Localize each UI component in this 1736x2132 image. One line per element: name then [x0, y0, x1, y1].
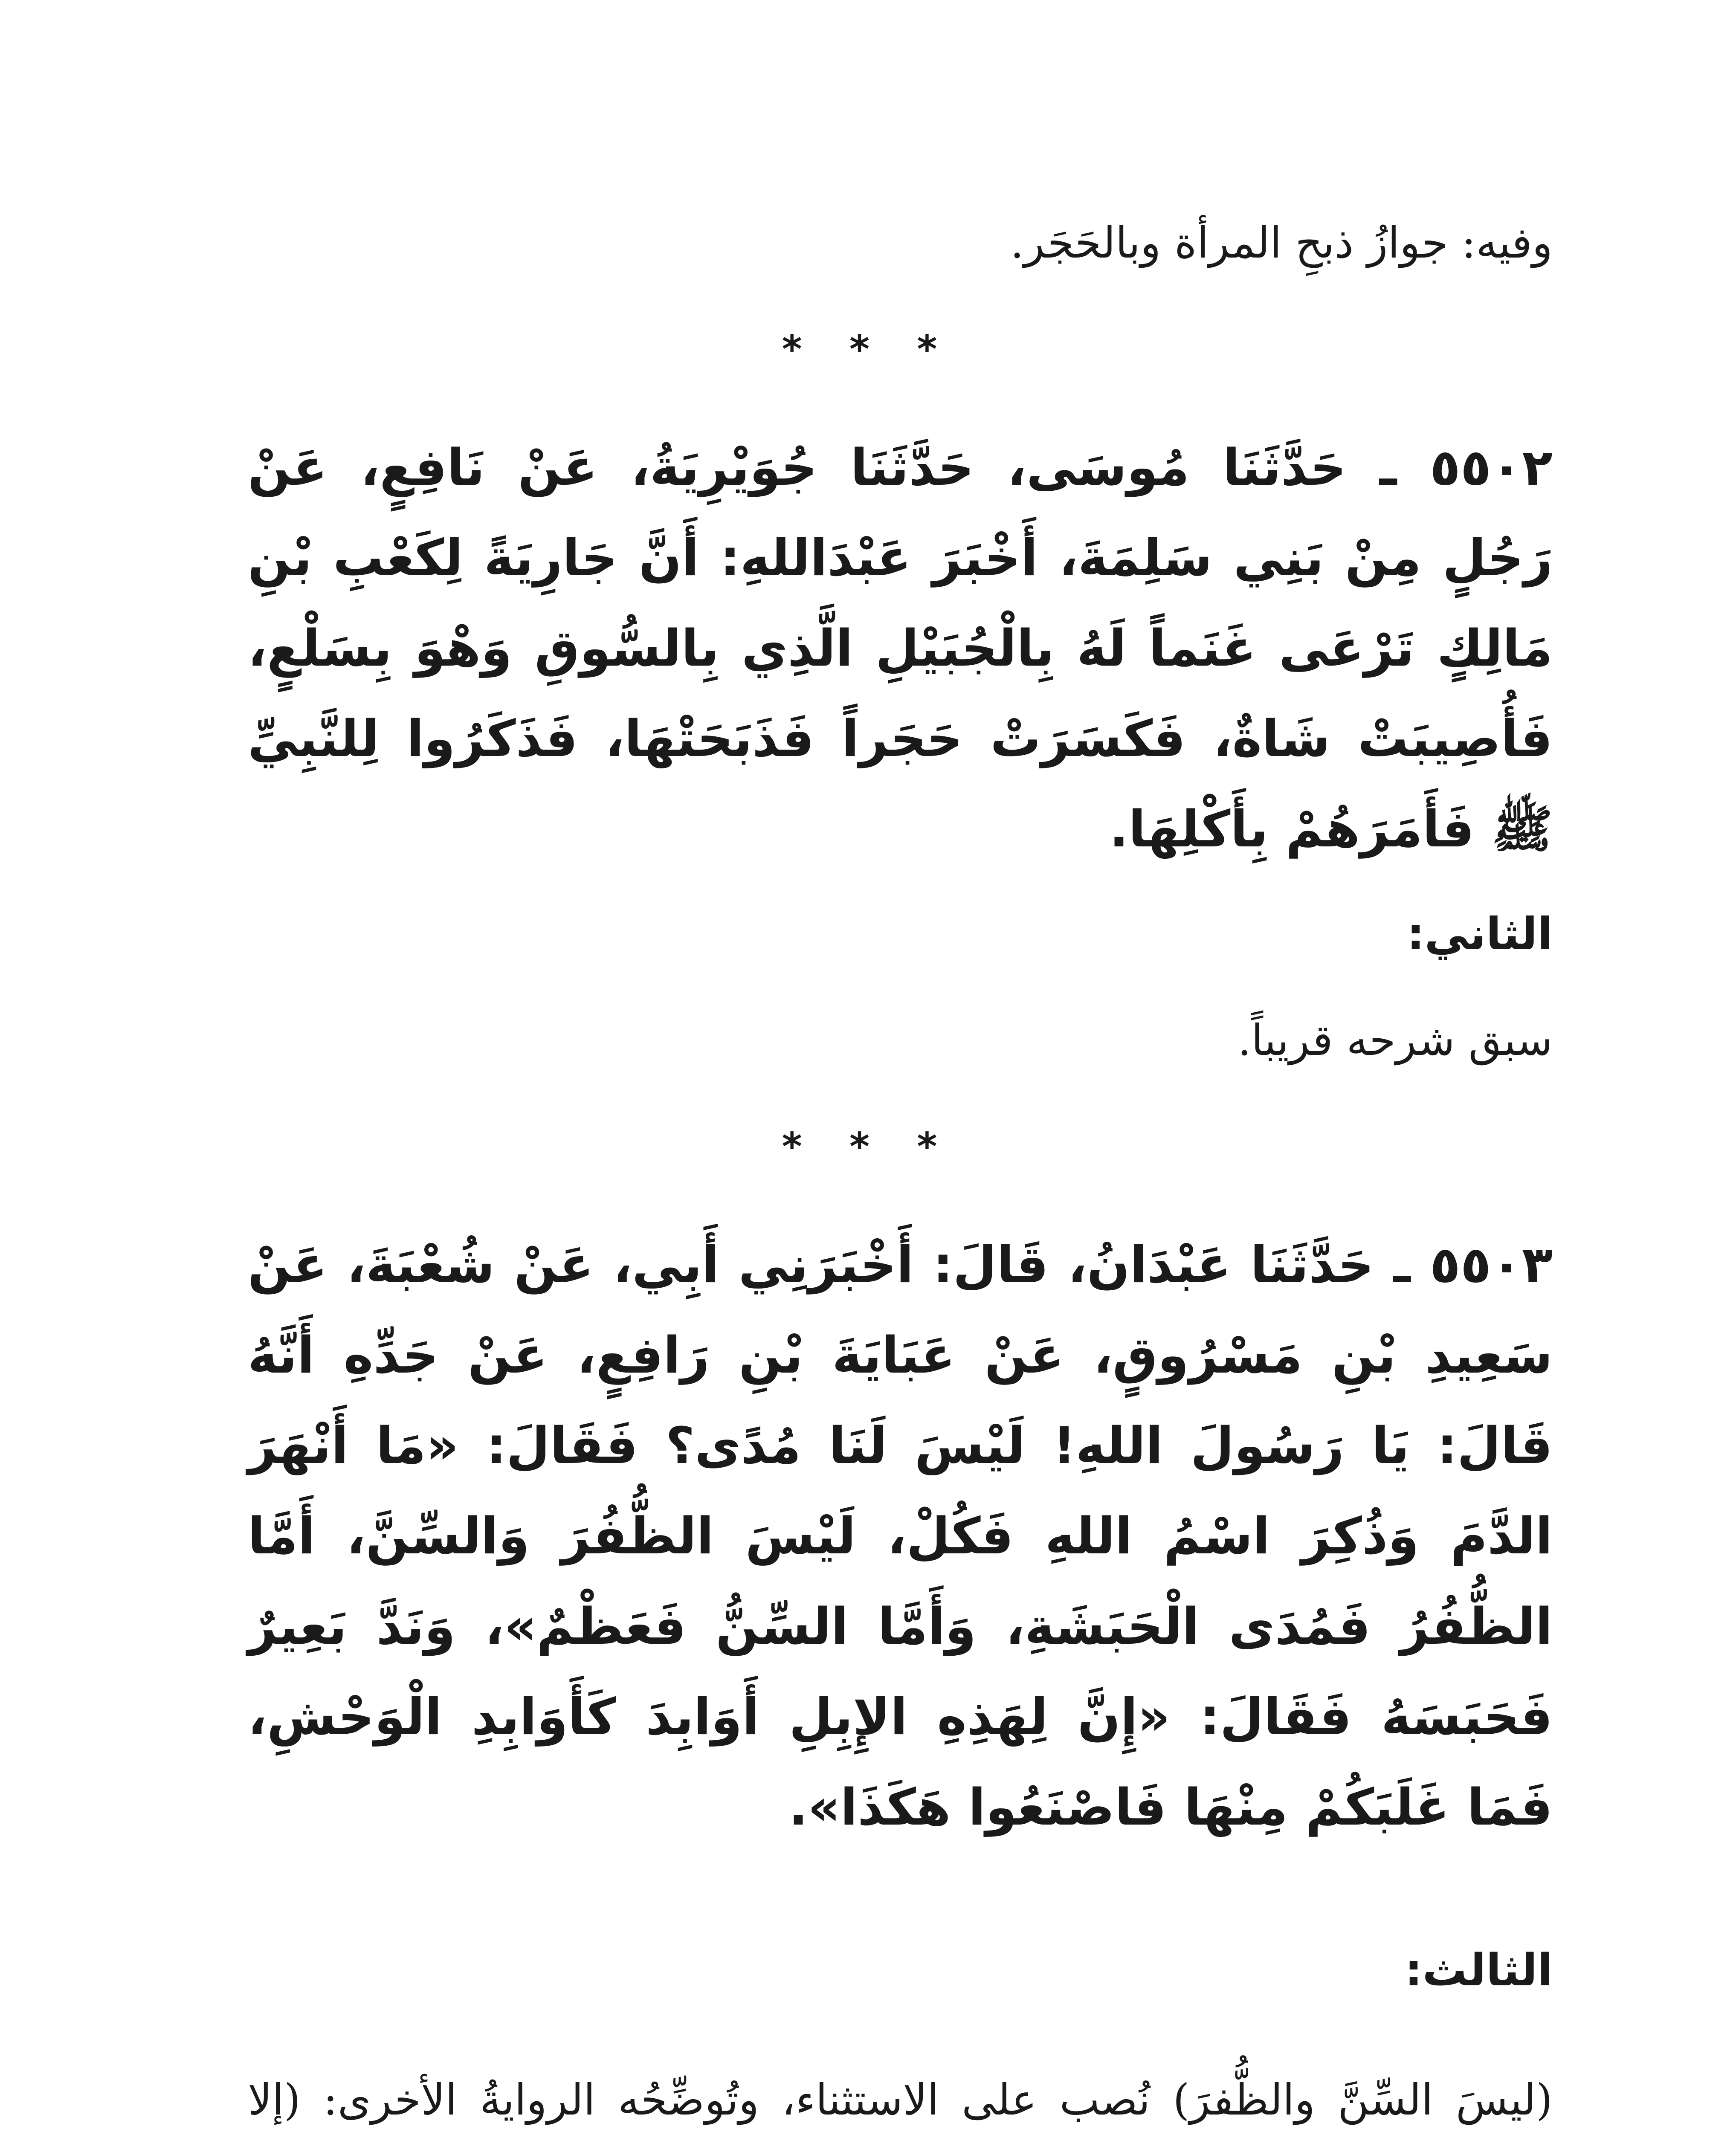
section-separator: * * * — [782, 1124, 954, 1169]
third-commentary: (ليسَ السِّنَّ والظُّفرَ) نُصب على الاستثناء، وتُوضِّحُه الروايةُ الأخرى: (إلا — [248, 2075, 1553, 2125]
heading-third: الثالث: — [1405, 1944, 1553, 1996]
hadith-5503-text: ٥٥٠٣ ـ حَدَّثَنَا عَبْدَانُ، قَالَ: أَخْبَرَنِي أَبِي، عَنْ شُعْبَةَ، عَنْ سَعِيدِ بْنِ مَسْرُوقٍ، عَنْ عَبَايَةَ بْنِ رَافِعٍ، عَنْ جَدِّهِ أَنَّهُ قَالَ: يَا رَسُولَ اللهِ! لَيْسَ لَنَا مُدًى؟ فَقَالَ: «مَا أَنْهَرَ الدَّمَ وَذُكِرَ اسْمُ اللهِ فَكُلْ، لَيْسَ الظُّفُرَ وَالسِّنَّ، أَمَّا الظُّفُرُ فَمُدَى الْحَبَشَةِ، وَأَمَّا السِّنُّ فَعَظْمٌ»، وَنَدَّ بَعِيرٌ فَحَبَسَهُ فَقَالَ: «إِنَّ لِهَذِهِ الإِبِلِ أَوَابِدَ كَأَوَابِدِ الْوَحْشِ، فَمَا غَلَبَكُمْ مِنْهَا فَاصْنَعُوا هَكَذَا». — [248, 1235, 1553, 1837]
intro-line: وفيه: جوازُ ذبحِ المرأة وبالحَجَر. — [1010, 218, 1553, 268]
section-separator: * * * — [782, 327, 954, 372]
heading-second: الثاني: — [1406, 908, 1553, 960]
hadith-5502-text: ٥٥٠٢ ـ حَدَّثَنَا مُوسَى، حَدَّثَنَا جُوَيْرِيَةُ، عَنْ نَافِعٍ، عَنْ رَجُلٍ مِنْ بَنِي سَلِمَةَ، أَخْبَرَ عَبْدَاللهِ: أَنَّ جَارِيَةً لِكَعْبِ بْنِ مَالِكٍ تَرْعَى غَنَماً لَهُ بِالْجُبَيْلِ الَّذِي بِالسُّوقِ وَهْوَ بِسَلْعٍ، فَأُصِيبَتْ شَاةٌ، فَكَسَرَتْ حَجَراً فَذَبَحَتْهَا، فَذَكَرُوا لِلنَّبِيِّ ﷺ فَأَمَرَهُمْ بِأَكْلِهَا. — [248, 438, 1553, 858]
second-commentary: سبق شرحه قريباً. — [1238, 1015, 1553, 1065]
